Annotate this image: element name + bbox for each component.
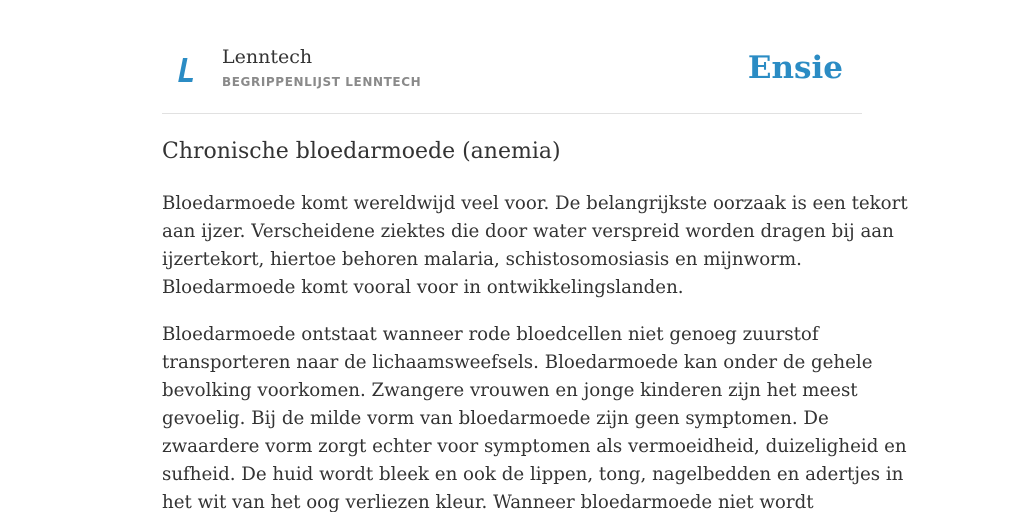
source-name[interactable]: Lenntech [222, 46, 313, 68]
paragraph-line: Bloedarmoede komt vooral voor in ontwikkelingslanden. [162, 277, 684, 298]
paragraph-line: transporteren naar de lichaamsweefsels. Bloedarmoede kan onder de gehele [162, 352, 873, 373]
paragraph-line: Bloedarmoede komt wereldwijd veel voor. De belangrijkste oorzaak is een tekort [162, 193, 908, 214]
article-paragraph-1 [162, 190, 908, 302]
page-title: Chronische bloedarmoede (anemia) [162, 139, 561, 164]
paragraph-line: ijzertekort, hiertoe behoren malaria, schistosomosiasis en mijnworm. [162, 249, 802, 270]
ensie-brand-logo[interactable]: Ensie [747, 50, 843, 86]
paragraph-line: bevolking voorkomen. Zwangere vrouwen en jonge kinderen zijn het meest [162, 380, 858, 401]
lenntech-logo-icon[interactable] [178, 57, 194, 83]
source-subtitle[interactable]: BEGRIPPENLIJST LENNTECH [222, 75, 422, 89]
paragraph-line: Bloedarmoede ontstaat wanneer rode bloedcellen niet genoeg zuurstof [162, 324, 819, 345]
header [162, 40, 862, 114]
paragraph-line: gevoelig. Bij de milde vorm van bloedarmoede zijn geen symptomen. De [162, 408, 829, 429]
paragraph-line: sufheid. De huid wordt bleek en ook de lippen, tong, nagelbedden en adertjes in [162, 464, 904, 485]
article-paragraph-2 [162, 321, 907, 512]
paragraph-line: aan ijzer. Verscheidene ziektes die door water verspreid worden dragen bij aan [162, 221, 894, 242]
paragraph-line: het wit van het oog verliezen kleur. Wanneer bloedarmoede niet wordt [162, 492, 814, 512]
paragraph-line: zwaardere vorm zorgt echter voor symptomen als vermoeidheid, duizeligheid en [162, 436, 907, 457]
